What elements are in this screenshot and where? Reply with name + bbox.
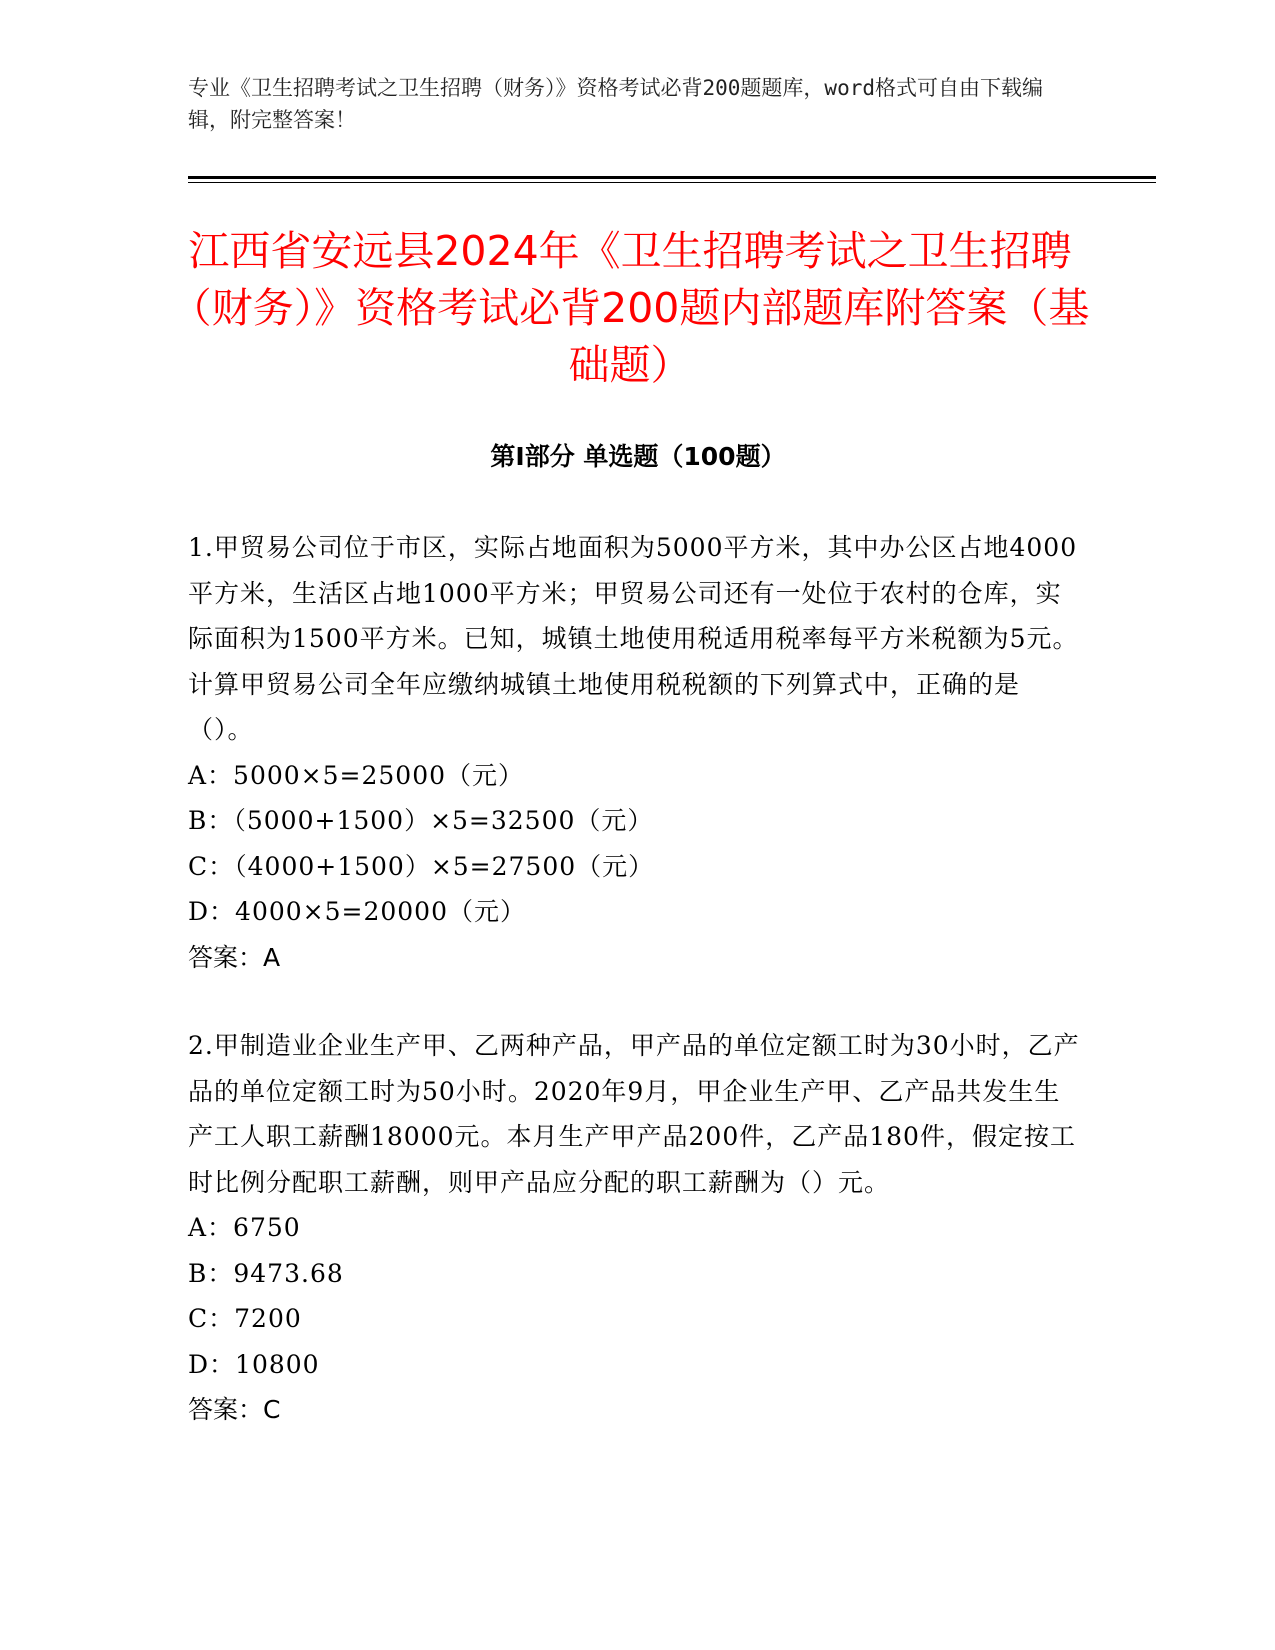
header-divider-thick — [188, 176, 1156, 179]
option-b: B：（5000+1500）×5=32500（元） — [188, 806, 654, 835]
option-b: B：9473.68 — [188, 1258, 344, 1288]
header-divider-thin — [188, 182, 1156, 183]
header-note: 专业《卫生招聘考试之卫生招聘（财务）》资格考试必背200题题库，word格式可自由下载编辑，附完整答案！ — [188, 76, 1043, 132]
section-title: 第I部分 单选题（100题） — [490, 442, 786, 471]
answer: 答案：A — [188, 942, 281, 972]
answer: 答案：C — [188, 1395, 281, 1424]
document-title: 江西省安远县2024年《卫生招聘考试之卫生招聘（财务）》资格考试必背200题内部题库附答案（基础题） — [170, 227, 1090, 389]
option-a: A：6750 — [188, 1213, 301, 1242]
question-stem: 1.甲贸易公司位于市区，实际占地面积为5000平方米，其中办公区占地4000平方米，生活区占地1000平方米；甲贸易公司还有一处位于农村的仓库，实际面积为1500平方米。已知，城镇土地使用税适用税率每平方米税额为5元。计算甲贸易公司全年应缴纳城镇土地使用税税额的下列算式中，正确的是（）。 — [188, 533, 1079, 744]
question-2 — [188, 1023, 1083, 1433]
option-a: A：5000×5=25000（元） — [188, 760, 525, 790]
option-c: C：（4000+1500）×5=27500（元） — [188, 851, 655, 881]
option-d: D：10800 — [188, 1349, 320, 1379]
question-stem: 2.甲制造业企业生产甲、乙两种产品，甲产品的单位定额工时为30小时，乙产品的单位定额工时为50小时。2020年9月，甲企业生产甲、乙产品共发生生产工人职工薪酬18000元。本月生产甲产品200件，乙产品180件，假定按工时比例分配职工薪酬，则甲产品应分配的职工薪酬为（）元。 — [188, 1031, 1080, 1197]
option-d: D：4000×5=20000（元） — [188, 897, 526, 926]
question-1 — [188, 525, 1083, 980]
option-c: C：7200 — [188, 1304, 302, 1333]
